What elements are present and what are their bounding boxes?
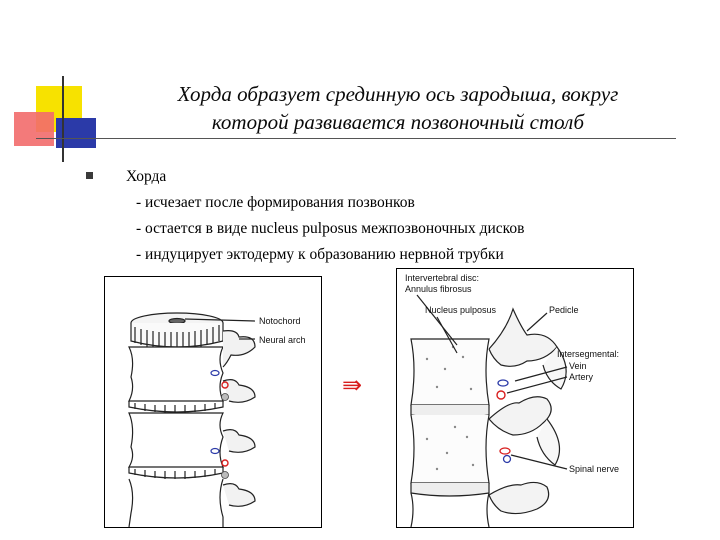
label-notochord: Notochord <box>259 316 301 326</box>
transition-arrow: ⇛ <box>342 371 363 399</box>
left-spine-figure <box>104 276 322 528</box>
label-annulus-fibrosus: Annulus fibrosus <box>405 284 472 294</box>
right-spine-figure <box>396 268 634 528</box>
slide-title <box>118 80 678 136</box>
bullet-line-1: - исчезает после формирования позвонков <box>136 194 415 211</box>
title-line-1: Хорда образует срединную ось зародыша, вокруг <box>177 82 619 106</box>
decor-red-block <box>14 112 54 146</box>
decor-vertical-line <box>62 76 64 162</box>
bullet-marker <box>86 172 93 179</box>
bullet-heading: Хорда <box>126 168 167 185</box>
title-line-2: которой развивается позвоночный столб <box>211 110 585 134</box>
label-vein: Vein <box>569 361 587 371</box>
label-pedicle: Pedicle <box>549 305 579 315</box>
label-neural-arch: Neural arch <box>259 335 306 345</box>
decor-horizontal-line <box>36 138 676 139</box>
right-spine-drawing <box>397 269 633 527</box>
bullet-content <box>126 164 524 268</box>
label-intersegmental: Intersegmental: <box>557 349 620 359</box>
label-spinal-nerve: Spinal nerve <box>569 464 620 474</box>
bullet-line-2: - остается в виде nucleus pulposus межпозвоночных дисков <box>136 220 525 237</box>
left-spine-drawing <box>105 277 321 527</box>
bullet-line-3: - индуцирует эктодерму к образованию нервной трубки <box>136 246 504 263</box>
label-intervertebral-disc: Intervertebral disc: <box>405 273 480 283</box>
label-artery: Artery <box>569 372 594 382</box>
label-nucleus-pulposus: Nucleus pulposus <box>425 305 497 315</box>
